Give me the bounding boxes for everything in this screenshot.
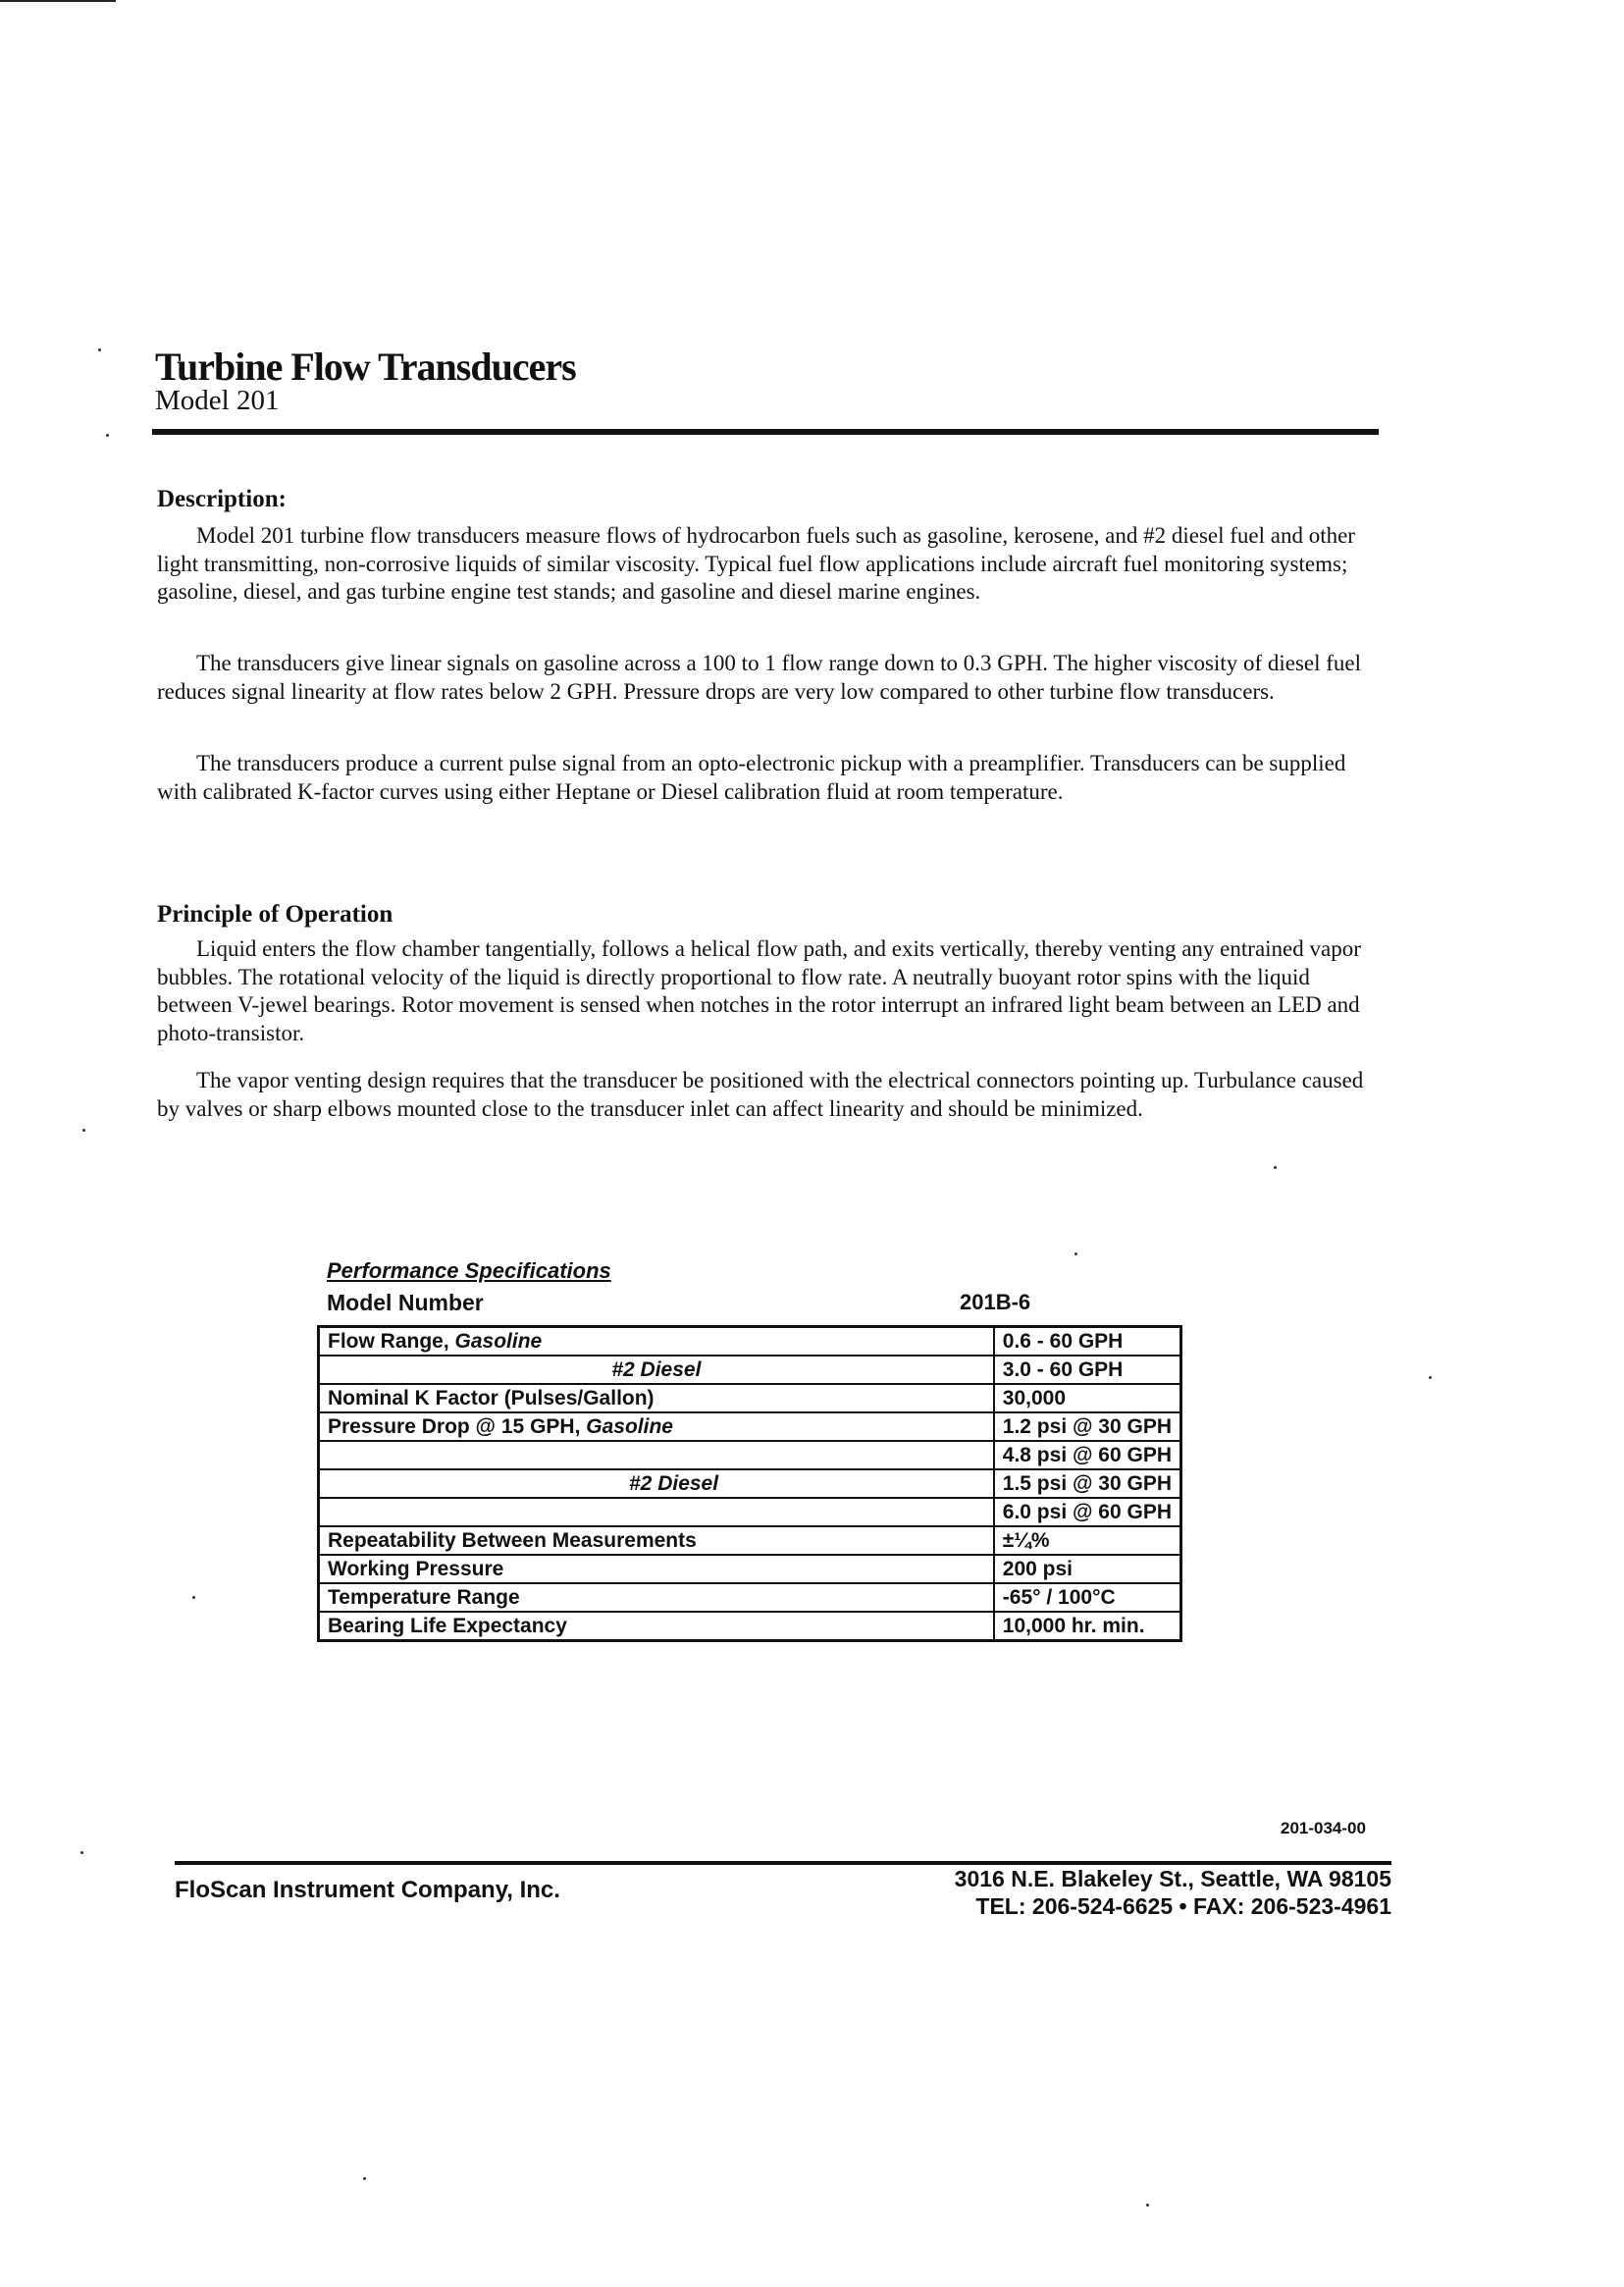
operation-paragraph: The vapor venting design requires that the transducer be positioned with the electrical connectors pointing up. Turbulance caused by valves or sharp elbows mounted close to the transducer inlet can affect linearity and should be minimized.: [157, 1068, 1364, 1121]
page-title: Turbine Flow Transducers: [155, 345, 576, 389]
spec-label: Working Pressure: [319, 1555, 994, 1583]
operation-heading: Principle of Operation: [157, 901, 393, 928]
scan-speck: [1429, 1376, 1432, 1379]
spec-value: -65° / 100°C: [994, 1583, 1181, 1612]
spec-row: [319, 1498, 1181, 1526]
spec-label-text: Pressure Drop @ 15 GPH,: [328, 1414, 587, 1438]
spec-label: Nominal K Factor (Pulses/Gallon): [319, 1384, 994, 1412]
scan-speck: [1074, 1252, 1077, 1255]
scan-mark: [0, 0, 116, 2]
description-paragraph: Model 201 turbine flow transducers measure flows of hydrocarbon fuels such as gasoline, kerosene, and #2 diesel fuel and other light transmitting, non-corrosive liquids of similar viscosity. Typical fuel flow applications include aircraft fuel monitoring systems; gasoline, diesel, and gas turbine engine test stands; and gasoline and diesel marine engines.: [157, 523, 1355, 604]
spec-value: 4.8 psi @ 60 GPH: [994, 1441, 1181, 1469]
spec-label: Temperature Range: [319, 1583, 994, 1612]
spec-value: 1.2 psi @ 30 GPH: [994, 1412, 1181, 1441]
spec-label-text: Flow Range,: [328, 1329, 455, 1353]
spec-value: 6.0 psi @ 60 GPH: [994, 1498, 1181, 1526]
spec-row: [319, 1441, 1181, 1469]
spec-value: 30,000: [994, 1384, 1181, 1412]
description-paragraph: The transducers produce a current pulse signal from an opto-electronic pickup with a preamplifier. Transducers can be supplied with calibrated K-factor curves using either Heptane or Diesel calibration fluid at room temperature.: [157, 751, 1346, 804]
spec-row: [319, 1412, 1181, 1441]
spec-table: [317, 1325, 1182, 1642]
company-contact: [913, 1865, 1391, 1920]
scan-speck: [363, 2177, 366, 2180]
scan-speck: [98, 348, 101, 351]
spec-value: 1.5 psi @ 30 GPH: [994, 1469, 1181, 1498]
spec-label: [319, 1469, 994, 1498]
spec-row: [319, 1327, 1181, 1356]
spec-row: [319, 1356, 1181, 1384]
spec-row: [319, 1384, 1181, 1412]
spec-row: [319, 1612, 1181, 1641]
description-paragraph: The transducers give linear signals on gasoline across a 100 to 1 flow range down to 0.3 GPH. The higher viscosity of diesel fuel reduces signal linearity at flow rates below 2 GPH. Pressure drops are very low compared to other turbine flow transducers.: [157, 651, 1362, 704]
spec-row: [319, 1526, 1181, 1555]
spec-label-italic: #2 Diesel: [611, 1357, 702, 1381]
model-subtitle: Model 201: [155, 385, 280, 416]
company-phone-fax: TEL: 206-524-6625 • FAX: 206-523-4961: [975, 1893, 1391, 1919]
scan-speck: [1274, 1166, 1277, 1169]
spec-label-italic: Gasoline: [586, 1414, 673, 1438]
description-heading: Description:: [157, 486, 287, 512]
spec-value: 200 psi: [994, 1555, 1181, 1583]
model-number-label: Model Number: [327, 1290, 484, 1315]
scan-speck: [80, 1851, 83, 1854]
spec-label-italic: #2 Diesel: [629, 1471, 719, 1495]
specs-title: Performance Specifications: [327, 1258, 611, 1283]
spec-label: Repeatability Between Measurements: [319, 1526, 994, 1555]
spec-value: 3.0 - 60 GPH: [994, 1356, 1181, 1384]
spec-label-italic: Gasoline: [454, 1329, 543, 1353]
spec-label: [319, 1412, 994, 1441]
model-number-value: 201B-6: [960, 1290, 1031, 1314]
spec-row: [319, 1555, 1181, 1583]
spec-row: [319, 1583, 1181, 1612]
spec-label: [319, 1327, 994, 1356]
spec-value: 0.6 - 60 GPH: [994, 1327, 1181, 1356]
spec-label: [319, 1356, 994, 1384]
operation-paragraph: Liquid enters the flow chamber tangentially, follows a helical flow path, and exits vertically, thereby venting any entrained vapor bubbles. The rotational velocity of the liquid is directly proportional to flow rate. A neutrally buoyant rotor spins with the liquid between V-jewel bearings. Rotor movement is sensed when notches in the rotor interrupt an infrared light beam between an LED and photo-transistor.: [157, 936, 1361, 1045]
spec-label: [319, 1498, 994, 1526]
company-address: 3016 N.E. Blakeley St., Seattle, WA 98105: [954, 1866, 1391, 1891]
scan-speck: [106, 434, 109, 437]
scan-speck: [192, 1596, 195, 1599]
scan-speck: [82, 1129, 85, 1132]
spec-label: [319, 1441, 994, 1469]
spec-value: ±¼%: [994, 1526, 1181, 1555]
spec-label: Bearing Life Expectancy: [319, 1612, 994, 1641]
document-number: 201-034-00: [1281, 1819, 1366, 1837]
spec-row: [319, 1469, 1181, 1498]
scan-speck: [1146, 2204, 1149, 2207]
spec-value: 10,000 hr. min.: [994, 1612, 1181, 1641]
header-rule: [152, 429, 1379, 435]
company-name: FloScan Instrument Company, Inc.: [175, 1877, 560, 1903]
